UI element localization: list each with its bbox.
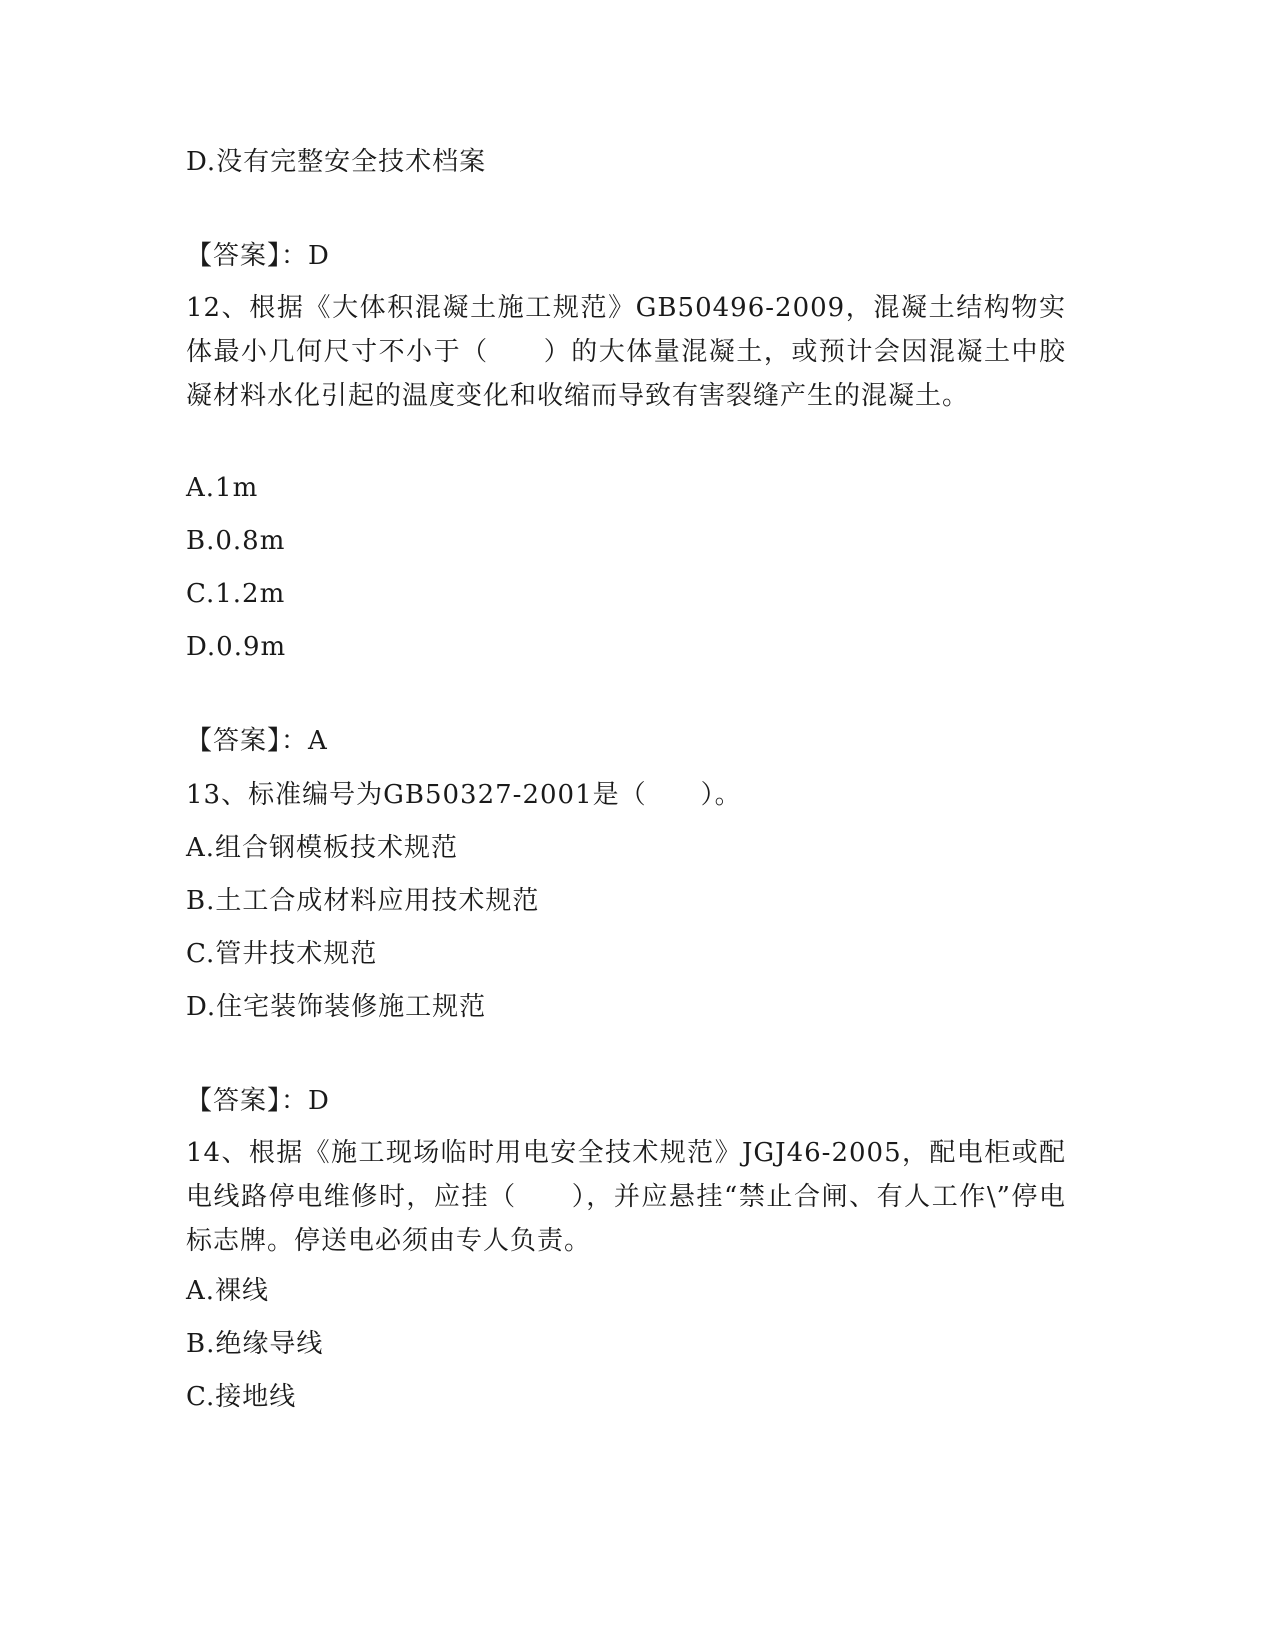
q12-option-d: D.0.9m <box>186 632 287 662</box>
q11-option-d: D.没有完整安全技术档案 <box>186 147 487 177</box>
q12-option-a: A.1m <box>186 473 259 503</box>
q14-option-a: A.裸线 <box>186 1276 270 1306</box>
q14-option-c: C.接地线 <box>186 1382 297 1412</box>
q11-answer: 【答案】：D <box>186 241 330 271</box>
q12-answer: 【答案】：A <box>186 726 328 756</box>
q14-option-b: B.绝缘导线 <box>186 1329 324 1359</box>
q12-stem: 12、根据《大体积混凝土施工规范》GB50496-2009，混凝土结构物实体最小几何尺寸不小于（ ）的大体量混凝土，或预计会因混凝土中胶凝材料水化引起的温度变化和收缩而导致有害裂缝产生的混凝土。 <box>186 293 1066 411</box>
q13-stem: 13、标准编号为GB50327-2001是（ ）。 <box>186 780 742 810</box>
q13-option-d: D.住宅装饰装修施工规范 <box>186 992 487 1022</box>
q13-answer: 【答案】：D <box>186 1086 330 1116</box>
q12-option-b: B.0.8m <box>186 526 286 556</box>
q13-option-c: C.管井技术规范 <box>186 939 378 969</box>
q13-option-b: B.土工合成材料应用技术规范 <box>186 886 540 916</box>
q12-option-c: C.1.2m <box>186 579 286 609</box>
q14-stem: 14、根据《施工现场临时用电安全技术规范》JGJ46-2005，配电柜或配电线路停电维修时，应挂（ ），并应悬挂“禁止合闸、有人工作\”停电标志牌。停送电必须由专人负责。 <box>186 1138 1066 1256</box>
q13-option-a: A.组合钢模板技术规范 <box>186 833 459 863</box>
